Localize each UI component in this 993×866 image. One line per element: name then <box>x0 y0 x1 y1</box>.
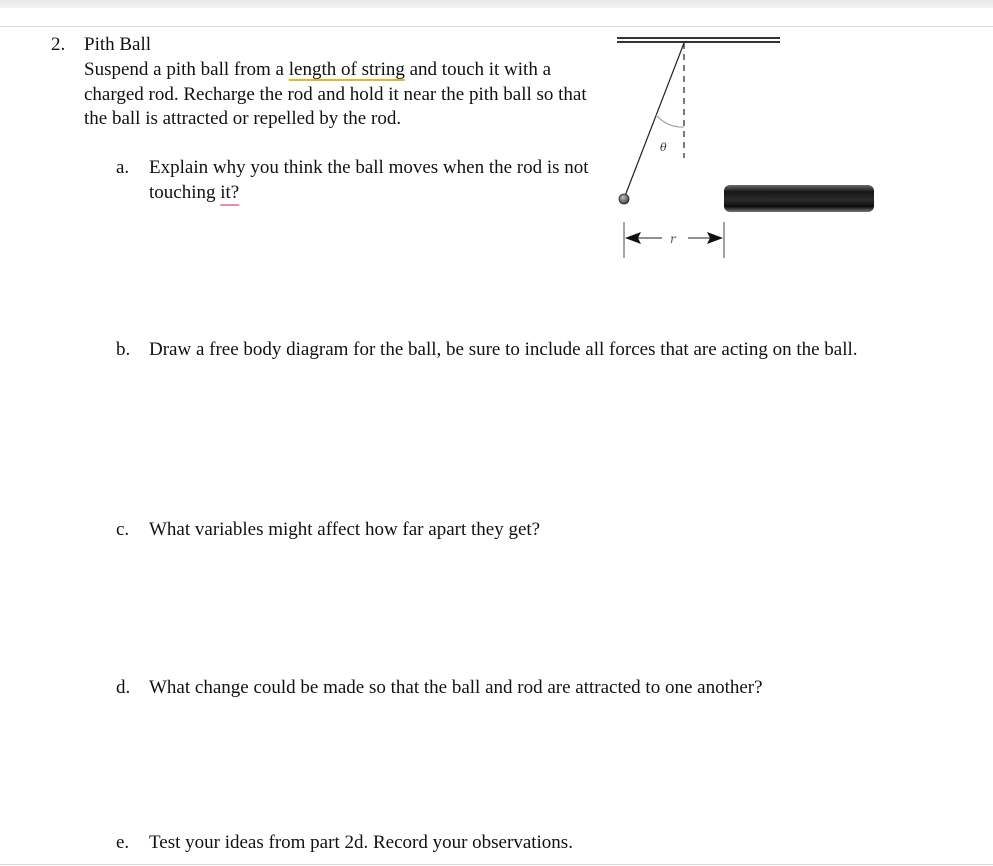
charged-rod <box>724 185 874 212</box>
question-b-letter: b. <box>116 339 131 360</box>
intro-text-after: and touch it with a charged rod. Recharge the rod and hold it near the pith ball so that the ball is attracted or repelled by the rod. <box>84 59 587 129</box>
question-a-text <box>149 156 589 205</box>
spelling-flag[interactable]: it? <box>220 181 240 203</box>
question-d-text: What change could be made so that the ball and rod are attracted to one another? <box>149 677 763 698</box>
angle-arc <box>656 115 684 127</box>
question-a-main: Explain why you think the ball moves when the rod is not touching <box>149 157 589 203</box>
problem-title: Pith Ball <box>84 34 152 55</box>
question-b-text: Draw a free body diagram for the ball, be sure to include all forces that are acting on the ball. <box>149 339 858 360</box>
distance-label: r <box>670 232 676 246</box>
string <box>625 43 684 196</box>
page-bottom-border <box>0 864 993 865</box>
question-e-text: Test your ideas from part 2d. Record your observations. <box>149 832 573 853</box>
intro-text-before: Suspend a pith ball from a <box>84 59 289 80</box>
angle-label: θ <box>660 141 667 154</box>
problem-number: 2. <box>51 34 66 55</box>
question-a-letter: a. <box>116 157 130 178</box>
question-e-letter: e. <box>116 832 130 853</box>
question-d-letter: d. <box>116 677 131 698</box>
question-c-text: What variables might affect how far apart they get? <box>149 519 541 540</box>
question-c-letter: c. <box>116 519 130 540</box>
pith-ball <box>619 194 629 204</box>
pith-ball-diagram <box>600 28 890 268</box>
problem-intro <box>84 58 589 132</box>
grammar-suggestion-highlight[interactable]: length of string <box>288 59 405 80</box>
